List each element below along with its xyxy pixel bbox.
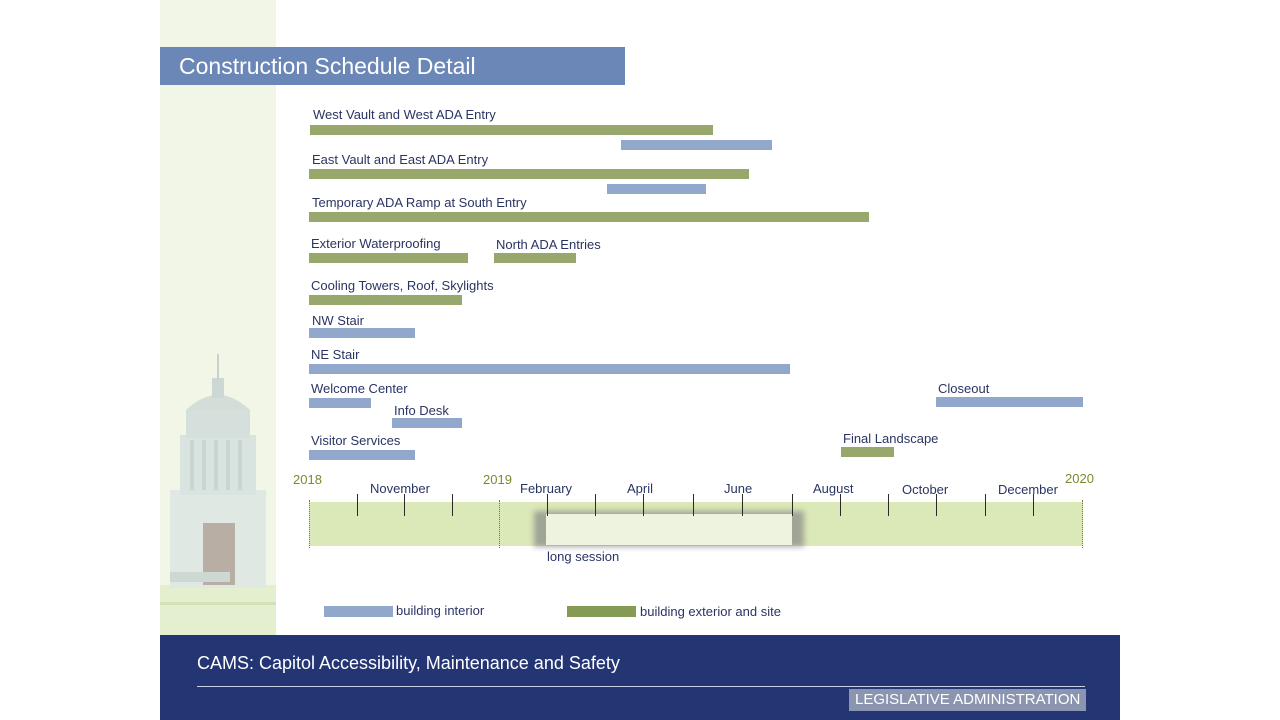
month-tick [547,494,548,516]
month-tick [840,494,841,516]
task-bar-west-vault-interior [621,140,772,150]
month-tick [888,494,889,516]
month-label-june: June [724,481,753,496]
task-bar-east-vault [309,169,749,179]
month-tick [643,494,644,516]
footer-title: CAMS: Capitol Accessibility, Maintenance and Safety [197,653,620,673]
task-label-waterproofing: Exterior Waterproofing [311,236,441,251]
month-tick [693,494,694,516]
month-label-february: February [520,481,573,496]
month-tick [936,494,937,516]
year-label-2020: 2020 [1065,471,1094,486]
task-bar-cooling-towers [309,295,462,305]
year-divider-2018 [309,500,310,548]
task-label-final-landscape: Final Landscape [843,431,939,446]
task-label-ne-stair: NE Stair [311,347,360,362]
slide [160,0,1120,720]
task-bar-waterproofing [309,253,468,263]
month-label-december: December [998,482,1058,497]
task-label-temp-ramp: Temporary ADA Ramp at South Entry [312,195,527,210]
task-label-visitor-services: Visitor Services [311,433,401,448]
legend-swatch-interior [324,606,393,617]
task-bar-nw-stair [309,328,415,338]
task-label-welcome-center: Welcome Center [311,381,408,396]
task-bar-ne-stair [309,364,790,374]
month-tick [742,494,743,516]
legend-swatch-exterior [567,606,636,617]
month-tick [404,494,405,516]
task-bar-welcome-center [309,398,371,408]
year-label-2019: 2019 [483,472,512,487]
task-label-west-vault: West Vault and West ADA Entry [313,107,496,122]
footer-badge: LEGISLATIVE ADMINISTRATION [849,689,1086,711]
task-label-cooling-towers: Cooling Towers, Roof, Skylights [311,278,494,293]
legend-label-exterior: building exterior and site [640,604,781,619]
year-divider-2020 [1082,500,1083,548]
year-divider-2019 [499,500,500,548]
task-bar-north-ada [494,253,576,263]
month-label-august: August [813,481,854,496]
month-tick [595,494,596,516]
month-label-november: November [370,481,430,496]
month-tick [357,494,358,516]
task-label-north-ada: North ADA Entries [496,237,601,252]
month-tick [985,494,986,516]
footer-divider [197,686,1085,687]
month-tick [792,494,793,516]
task-bar-west-vault [310,125,713,135]
task-bar-east-vault-interior [607,184,706,194]
task-label-info-desk: Info Desk [394,403,449,418]
task-bar-closeout [936,397,1083,407]
task-label-nw-stair: NW Stair [312,313,364,328]
long-session-label: long session [547,549,620,564]
task-bar-info-desk [392,418,462,428]
month-label-october: October [902,482,949,497]
page-title: Construction Schedule Detail [160,47,625,85]
task-bar-temp-ramp [309,212,869,222]
long-session-box [546,514,792,545]
task-label-east-vault: East Vault and East ADA Entry [312,152,489,167]
month-label-april: April [627,481,654,496]
legend-label-interior: building interior [396,603,485,618]
task-bar-final-landscape [841,447,894,457]
month-tick [1033,494,1034,516]
task-label-closeout: Closeout [938,381,990,396]
task-bar-visitor-services [309,450,415,460]
year-label-2018: 2018 [293,472,322,487]
capitol-building-image [160,340,276,635]
footer [160,635,1120,720]
month-tick [452,494,453,516]
